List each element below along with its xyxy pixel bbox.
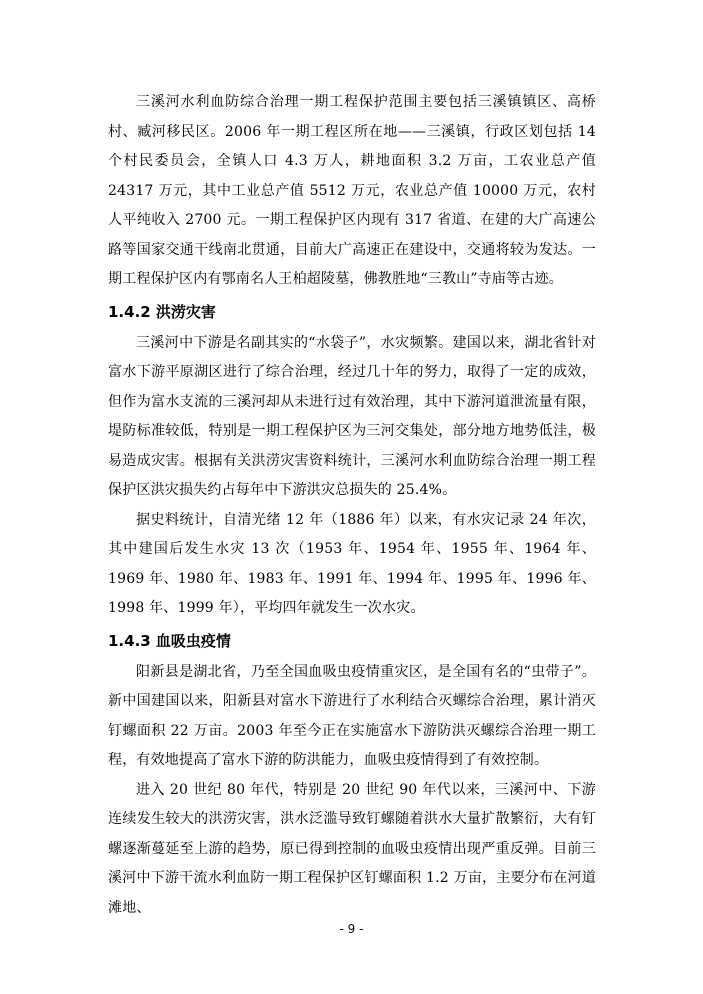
paragraph-protection-area: 三溪河水利血防综合治理一期工程保护范围主要包括三溪镇镇区、高桥村、臧河移民区。2006 年一期工程区所在地——三溪镇，行政区划包括 14 个村民委员会，全镇人口 4.3 万人，耕地面积 3.2 万亩，工农业总产值 24317 万元，其中工业总产值 5512 万元，农业总产值 10000 万元，农村人平纯收入 2700 元。一期工程保护区内现有 317 省道、在建的大广高速公路等国家交通干线南北贯通，目前大广高速正在建设中，交通将较为发达。一期工程保护区内有鄂南名人王柏超陵墓，佛教胜地“三教山”寺庙等古迹。: [108, 94, 596, 287]
paragraph-flood-overview: 三溪河中下游是名副其实的“水袋子”，水灾频繁。建国以来，湖北省针对富水下游平原湖区进行了综合治理，经过几十年的努力，取得了一定的成效，但作为富水支流的三溪河却从未进行过有效治理，其中下游河道泄流量有限，堤防标准较低，特别是一期工程保护区为三河交集处，部分地方地势低洼，极易造成灾害。根据有关洪涝灾害资料统计，三溪河水利血防综合治理一期工程保护区洪灾损失约占每年中下游洪灾总损失的 25.4%。: [108, 334, 596, 498]
paragraph-schistosomiasis-overview: 阳新县是湖北省，乃至全国血吸虫疫情重灾区，是全国有名的“虫带子”。新中国建国以来，阳新县对富水下游进行了水利结合灭螺综合治理，累计消灭钉螺面积 22 万亩。2003 年至今正在实施富水下游防洪灭螺综合治理一期工程，有效地提高了富水下游的防洪能力，血吸虫疫情得到了有效控制。: [108, 663, 596, 768]
section-heading-schistosomiasis: 1.4.3 血吸虫疫情: [108, 631, 231, 650]
section-heading-flood-disaster: 1.4.2 洪涝灾害: [108, 302, 216, 321]
page-number: - 9 -: [339, 922, 364, 936]
document-body: [108, 88, 596, 923]
paragraph-schistosomiasis-recent: 进入 20 世纪 80 年代，特别是 20 世纪 90 年代以来，三溪河中、下游连续发生较大的洪涝灾害，洪水泛滥导致钉螺随着洪水大量扩散繁衍，大有钉螺逐渐蔓延至上游的趋势，原已得到控制的血吸虫疫情出现严重反弹。目前三溪河中下游干流水利血防一期工程保护区钉螺面积 1.2 万亩，主要分布在河道滩地、: [108, 781, 596, 916]
paragraph-flood-history: 据史料统计，自清光绪 12 年（1886 年）以来，有水灾记录 24 年次，其中建国后发生水灾 13 次（1953 年、1954 年、1955 年、1964 年、1969 年、1980 年、1983 年、1991 年、1994 年、1995 年、1996 年、1998 年、1999 年），平均四年就发生一次水灾。: [108, 511, 596, 616]
